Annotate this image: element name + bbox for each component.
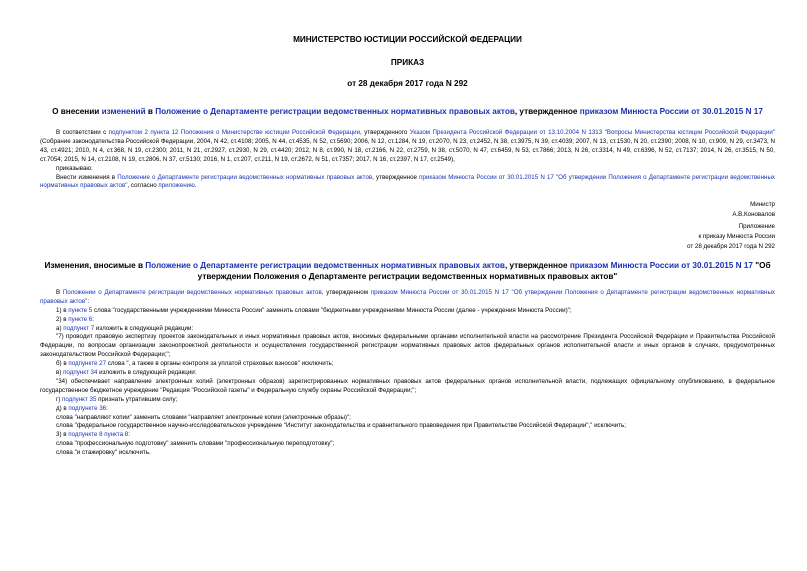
changes-title-link-regulation[interactable]: Положение о Департаменте регистрации ведомственных нормативных правовых актов (145, 260, 505, 270)
item-3-link[interactable]: подпункте 8 пункта 8 (68, 431, 129, 439)
preamble-link-decree[interactable]: Указом Президента Российской Федерации от 13.10.2004 N 1313 "Вопросы Министерства юстиции Российской Федерации" (409, 129, 775, 136)
signature-role: Министр (750, 201, 775, 209)
intro-link-order[interactable]: приказом Минюста России от 30.01.2015 N 17 "Об утверждении Положения о Департаменте регистрации ведомственных нормативных правовых актов" (40, 288, 776, 305)
item-1: 1) в пункте 5 слова "государственными учреждениями Минюста России" заменить словами "бюджетными учреждениями Минюста России (далее - учреждения Минюста России)"; (56, 306, 572, 314)
date-number-heading: от 28 декабря 2017 года N 292 (347, 79, 468, 88)
directive-link-order[interactable]: приказом Минюста России от 30.01.2015 N 17 "Об утверждении Положения о Департаменте регистрации ведомственных нормативных правовых актов" (40, 173, 775, 190)
item-3-line-2: слова "и стажировку" исключить. (56, 449, 151, 457)
changes-title-link-order[interactable]: приказом Минюста России от 30.01.2015 N 17 (569, 260, 753, 270)
preamble-paragraph: В соответствии с подпунктом 2 пункта 12 Положения о Министерстве юстиции Российской Федерации, утвержденного Указом Президента Российской Федерации от 13.10.2004 N 1313 "Вопросы Министерства юстиции Российской Федерации" (Собрание законодательства Российской Федерации, 2004, N 42, ст.4108; 2005, N 44, ст.4535, N 52, ст.5690; 2006, N 12, ст.1284, N 19, ст.2070, N 23, ст.2452, N 38, ст.3975, N 39, ст.4039; 2007, N 13, ст.1530, N 20, ст.2390; 2008, N 10, ст.909, N 29, ст.3473, N 43, ст.4921; 2010, N 4, ст.368, N 19, ст.2300; 2011, N 21, ст.2927, ст.2930, N 29, ст.4420; 2012, N 8, ст.990, N 18, ст.2166, N 22, ст.2759, N 38, ст.5070, N 47, ст.6459, N 53, ст.7866; 2013, N 26, ст.3314, N 49, ст.6396, N 52, ст.7137; 2014, N 26, ст.3515, N 50, ст.7054; 2015, N 14, ст.2108, N 19, ст.2806, N 37, ст.5130; 2016, N 1, ст.207, ст.211, N 19, ст.2672, N 51, ст.7357; 2017, N 16, ст.2397, N 17, ст.2549), (40, 129, 775, 163)
item-2g: г) подпункт 35 признать утратившим силу; (56, 395, 178, 403)
appendix-label-date: от 28 декабря 2017 года N 292 (687, 242, 775, 250)
item-1-link[interactable]: пункте 5 (68, 306, 93, 314)
item-2a: а) подпункт 7 изложить в следующей редакции: (56, 324, 194, 332)
directive-link-regulation[interactable]: Положение о Департаменте регистрации ведомственных нормативных правовых актов (117, 173, 373, 181)
doc-type-heading: ПРИКАЗ (390, 58, 425, 67)
item-2d-line-2: слова "федеральное государственное научно-исследовательское учреждение "Институт законодательства и сравнительного правоведения при Правительстве Российской Федерации"," исключить; (56, 422, 626, 430)
order-word: приказываю: (56, 164, 93, 172)
item-2: 2) в пункте 6: (56, 315, 94, 323)
document-title: О внесении изменений в Положение о Департаменте регистрации ведомственных нормативных правовых актов, утвержденное приказом Минюста России от 30.01.2015 N 17 (52, 107, 763, 116)
directive-link-appendix[interactable]: приложению (158, 182, 195, 190)
item-2-link[interactable]: пункте 6 (68, 315, 93, 323)
item-2a-text: "7) проводит правовую экспертизу проектов законодательных и иных нормативных правовых актов, вносимых федеральными органами исполнительной власти на рассмотрение Президента Российской Федерации и Правительства Российской Федерации, по вопросам организации законопроектной деятельности и осуществления государственной регистрации нормативных правовых актов федеральных органов исполнительной власти и иных органов в случаях, предусмотренных законодательством Российской Федерации;"; (40, 333, 775, 359)
preamble-link-subclause[interactable]: подпунктом 2 пункта 12 Положения о Министерстве юстиции Российской Федерации (108, 129, 361, 136)
item-2d-link[interactable]: подпункте 36 (68, 404, 107, 412)
item-2b-link[interactable]: подпункте 27 (68, 360, 107, 368)
item-2a-link[interactable]: подпункт 7 (63, 324, 95, 332)
appendix-label: Приложение (738, 223, 775, 231)
title-link-order[interactable]: приказом Минюста России от 30.01.2015 N 17 (579, 107, 763, 116)
directive-paragraph: Внести изменения в Положение о Департаменте регистрации ведомственных нормативных правовых актов, утвержденное приказом Минюста России от 30.01.2015 N 17 "Об утверждении Положения о Департаменте регистрации ведомственных нормативных правовых актов", согласно приложению. (40, 173, 775, 190)
item-2g-link[interactable]: подпункт 35 (62, 395, 97, 403)
changes-intro: В Положении о Департаменте регистрации ведомственных нормативных правовых актов, утвержденном приказом Минюста России от 30.01.2015 N 17 "Об утверждении Положения о Департаменте регистрации ведомственных нормативных правовых актов": (40, 288, 776, 305)
item-3: 3) в подпункте 8 пункта 8: (56, 431, 130, 439)
signature-name: А.В.Коновалов (732, 211, 775, 219)
item-3-line-1: слова "профессиональную подготовку" заменить словами "профессиональную переподготовку"; (56, 440, 335, 448)
title-link-changes[interactable]: изменений (101, 107, 146, 116)
item-2b: б) в подпункте 27 слова ", а также в органы контроля за уплатой страховых взносов" исключить; (56, 360, 334, 368)
appendix-label-order: к приказу Минюста России (698, 233, 775, 241)
intro-link-regulation[interactable]: Положении о Департаменте регистрации ведомственных нормативных правовых актов (62, 288, 322, 296)
item-2v-link[interactable]: подпункт 34 (63, 369, 98, 377)
item-2v: в) подпункт 34 изложить в следующей редакции: (56, 369, 197, 377)
changes-title: Изменения, вносимые в Положение о Департаменте регистрации ведомственных нормативных правовых актов, утвержденное приказом Минюста России от 30.01.2015 N 17 "Об утверждении Положения о Департаменте регистрации ведомственных нормативных правовых актов" (44, 260, 771, 281)
ministry-heading: МИНИСТЕРСТВО ЮСТИЦИИ РОССИЙСКОЙ ФЕДЕРАЦИИ (293, 35, 522, 44)
item-2v-text: "34) обеспечивает направление электронных копий (электронных образов) зарегистрированных нормативных правовых актов федеральных органов исполнительной власти, подлежащих официальному опубликованию, в федеральное государственное бюджетное учреждение "Редакция "Российской газеты" и Федеральную службу охраны Российской Федерации;"; (40, 377, 775, 394)
item-2d: д) в подпункте 36: (56, 404, 108, 412)
item-2d-line-1: слова "направляют копии" заменить словами "направляет электронные копии (электронные образы)"; (56, 413, 351, 421)
title-link-regulation[interactable]: Положение о Департаменте регистрации ведомственных нормативных правовых актов (155, 107, 515, 116)
